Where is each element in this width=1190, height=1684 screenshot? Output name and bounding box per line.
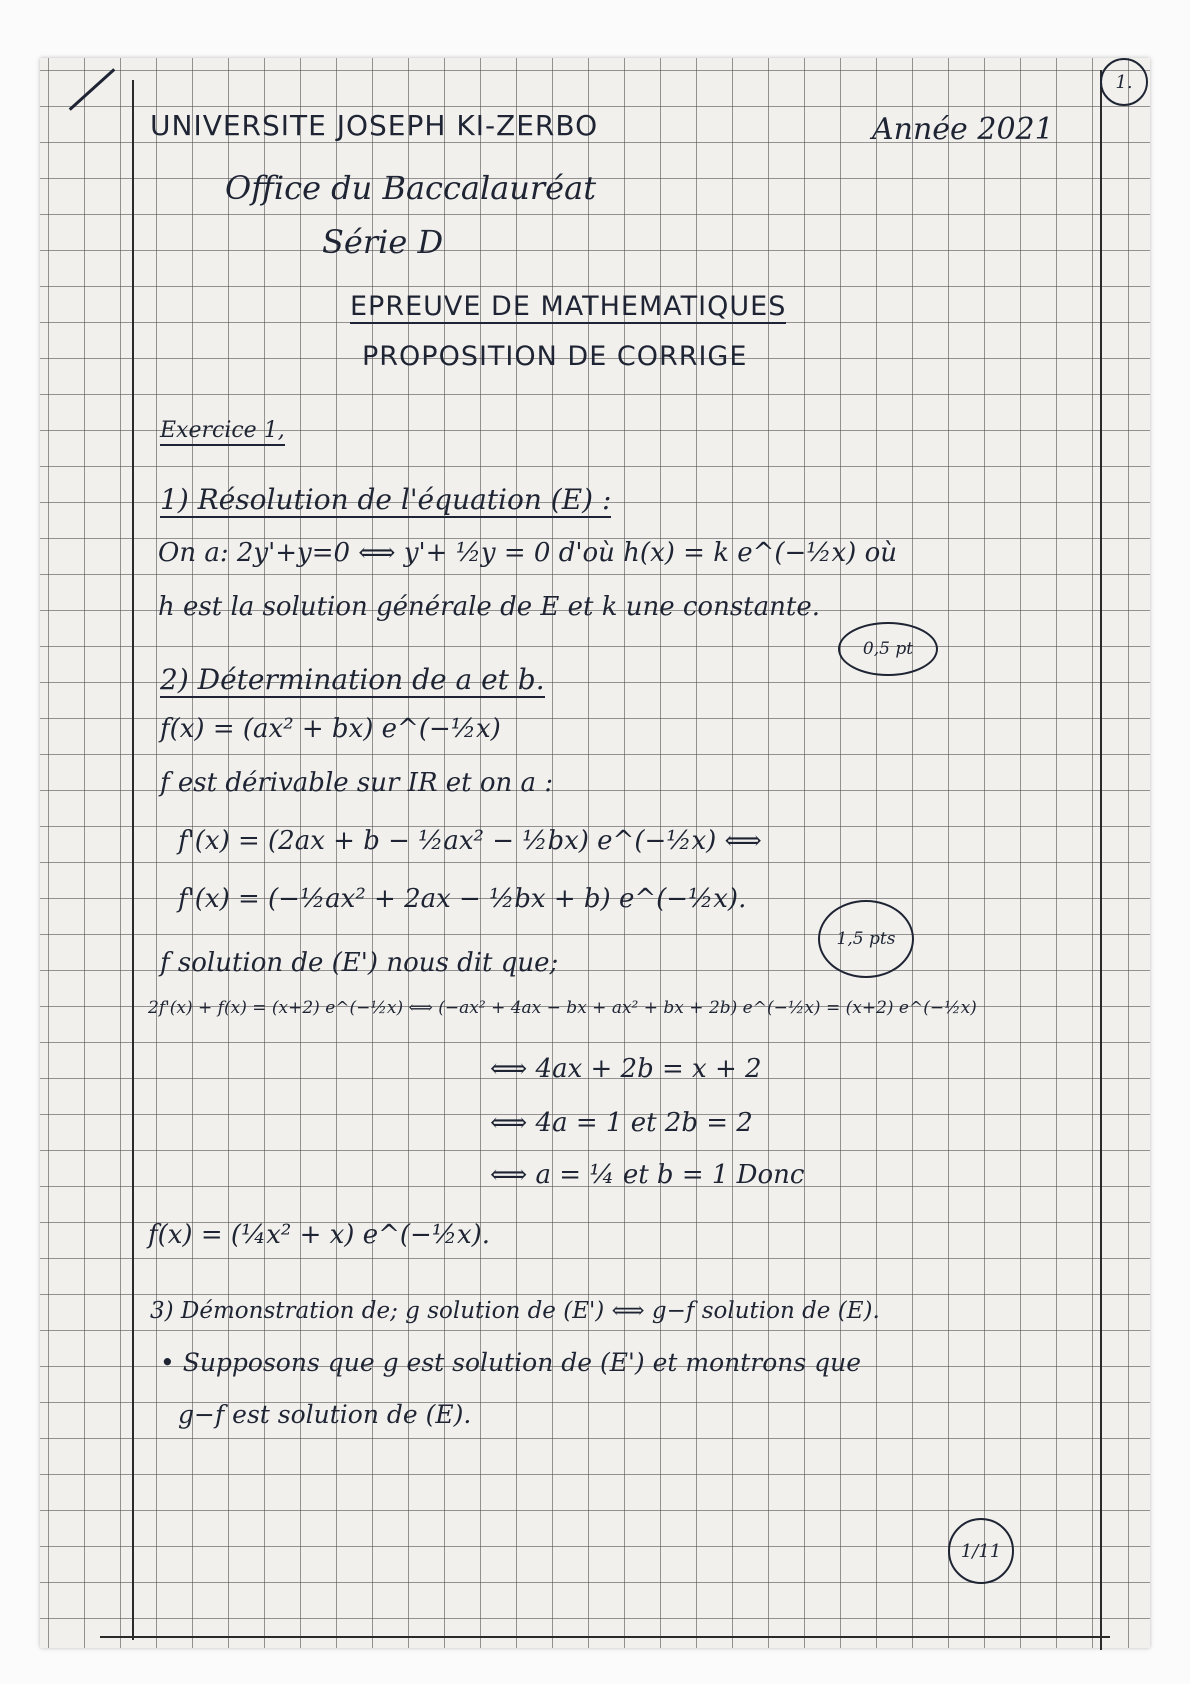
q2-solution-statement: f solution de (E') nous dit que;: [160, 948, 559, 978]
exam-year: Année 2021: [872, 112, 1054, 147]
university-name: UNIVERSITE JOSEPH KI-ZERBO: [150, 109, 599, 142]
q2-result: f(x) = (¼x² + x) e^(−½x).: [148, 1220, 491, 1250]
page-corner-number: 1.: [1100, 58, 1148, 106]
office-name: Office du Baccalauréat: [225, 169, 597, 207]
q2-function: f(x) = (ax² + bx) e^(−½x): [160, 714, 501, 744]
q1-conclusion: h est la solution générale de E et k une constante.: [158, 592, 820, 622]
q1-points-badge: 0,5 pt: [838, 622, 938, 676]
q1-equation: On a: 2y'+y=0 ⟺ y'+ ½y = 0 d'où h(x) = k e^(−½x) où: [158, 538, 897, 568]
exam-title: EPREUVE DE MATHEMATIQUES: [350, 291, 787, 322]
q3-hypothesis: • Supposons que g est solution de (E') et montrons que: [160, 1348, 862, 1377]
exam-subtitle: PROPOSITION DE CORRIGE: [362, 341, 748, 372]
q2-equation-system: 2f'(x) + f(x) = (x+2) e^(−½x) ⟺ (−ax² + 4ax − bx + ax² + bx + 2b) e^(−½x) = (x+2) e^(−½x): [148, 998, 977, 1018]
q3-title: 3) Démonstration de; g solution de (E') ⟺ g−f solution de (E).: [150, 1298, 880, 1324]
q2-step-1: ⟺ 4ax + 2b = x + 2: [490, 1054, 762, 1084]
exercise-heading: Exercice 1,: [160, 420, 285, 446]
q2-points-badge: 1,5 pts: [818, 900, 914, 978]
q3-goal: g−f est solution de (E).: [178, 1400, 472, 1429]
q2-step-2: ⟺ 4a = 1 et 2b = 2: [490, 1108, 753, 1138]
q1-title: 1) Résolution de l'équation (E) :: [160, 483, 612, 516]
page-number-badge: 1/11: [948, 1518, 1014, 1584]
bottom-margin-line: [100, 1636, 1110, 1638]
q2-step-3: ⟺ a = ¼ et b = 1 Donc: [490, 1160, 805, 1190]
q2-title: 2) Détermination de a et b.: [160, 663, 545, 696]
q2-derivative: f'(x) = (2ax + b − ½ax² − ½bx) e^(−½x) ⟺: [178, 826, 762, 856]
q2-derivative-simplified: f'(x) = (−½ax² + 2ax − ½bx + b) e^(−½x).: [178, 884, 747, 914]
right-margin-line: [1100, 70, 1102, 1650]
left-margin-line: [132, 80, 134, 1640]
series-label: Série D: [322, 223, 444, 261]
q2-derivable: f est dérivable sur IR et on a :: [160, 768, 554, 798]
